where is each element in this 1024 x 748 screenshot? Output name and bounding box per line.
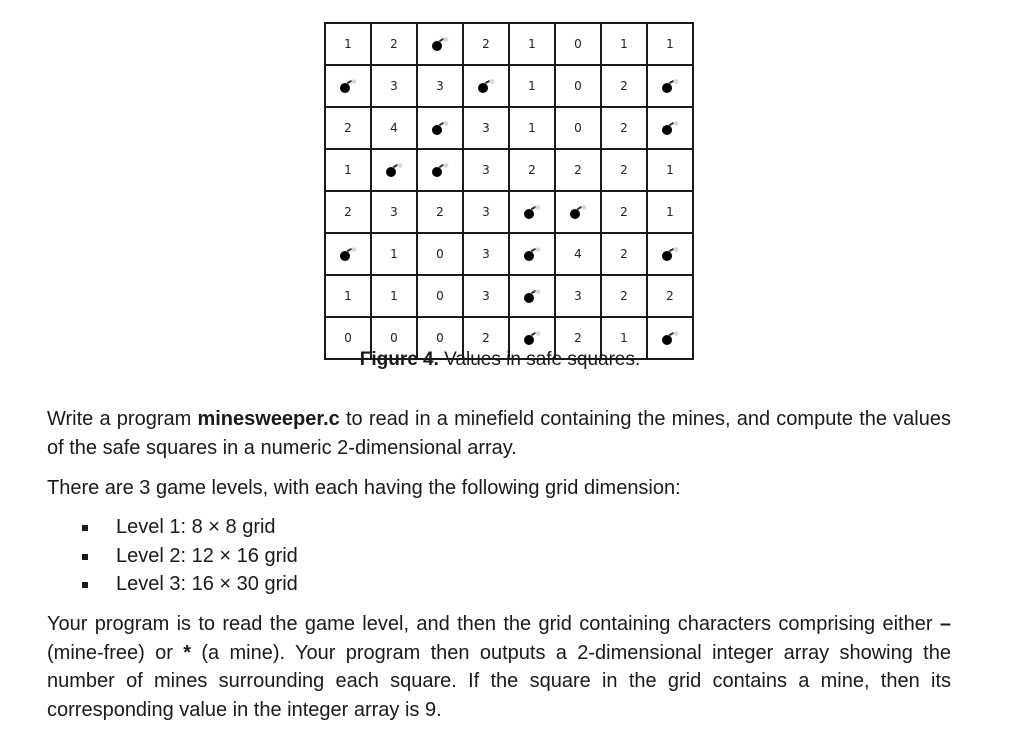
bullet-square-icon [82,582,88,588]
level-label: Level 2: 12 × 16 grid [116,544,298,567]
grid-cell-value: 1 [371,275,417,317]
grid-cell-value: 0 [371,317,417,359]
level-item-1 [82,513,298,542]
figure-caption-text: Values in safe squares. [438,349,641,370]
grid-cell-value: 2 [417,191,463,233]
grid-row [325,275,693,317]
bomb-icon [431,37,449,51]
grid-cell-value: 2 [647,275,693,317]
grid-cell-mine [509,275,555,317]
levels-list [82,513,298,599]
grid-cell-value: 0 [555,23,601,65]
grid-cell-mine [647,107,693,149]
mine-symbol: * [183,641,192,664]
grid-cell-value: 3 [417,65,463,107]
grid-cell-value: 2 [601,65,647,107]
grid-cell-value: 2 [555,149,601,191]
grid-cell-value: 2 [601,149,647,191]
figure-caption-label: Figure 4. [359,349,439,370]
level-item-2 [82,542,298,571]
grid-cell-value: 2 [601,107,647,149]
grid-cell-value: 0 [417,317,463,359]
bomb-icon [339,79,357,93]
grid-row [325,191,693,233]
grid-cell-value: 1 [509,23,555,65]
grid-cell-value: 3 [463,233,509,275]
bomb-icon [569,205,587,219]
grid-row [325,65,693,107]
grid-cell-value: 1 [509,65,555,107]
grid-cell-value: 1 [647,23,693,65]
intro-text-before: Write a program [47,408,198,430]
bomb-icon [431,163,449,177]
grid-cell-value: 2 [601,233,647,275]
mine-free-symbol: – [939,613,951,635]
grid-cell-value: 1 [509,107,555,149]
grid-cell-mine [555,191,601,233]
grid-cell-value: 1 [647,149,693,191]
grid-row [325,233,693,275]
grid-cell-mine [647,65,693,107]
grid-row [325,149,693,191]
grid-cell-value: 4 [555,233,601,275]
instructions-text-1: Your program is to read the game level, and then the grid containing characters comprising either [47,613,940,635]
grid-cell-value: 3 [463,149,509,191]
instructions-text-3: (a mine). Your program then outputs a 2-dimensional integer array showing the number of mines surrounding each square. If the square in the grid contains a mine, then its corresponding value in the integer array is 9. [47,641,951,721]
grid-cell-value: 0 [555,65,601,107]
grid-cell-mine [647,233,693,275]
grid-cell-value: 1 [325,149,371,191]
grid-cell-value: 0 [555,107,601,149]
grid-cell-value: 2 [555,317,601,359]
grid-cell-value: 3 [371,191,417,233]
grid-row [325,107,693,149]
grid-cell-value: 3 [463,191,509,233]
grid-cell-mine [463,65,509,107]
bomb-icon [523,247,541,261]
grid-cell-value: 1 [371,233,417,275]
grid-cell-value: 3 [463,275,509,317]
grid-cell-value: 0 [325,317,371,359]
instructions-text-2: (mine-free) or [47,641,184,664]
grid-cell-mine [417,149,463,191]
bomb-icon [661,331,679,345]
bomb-icon [661,79,679,93]
intro-text-after: to read in a minefield containing the mines, and compute the values of the safe squares in a numeric 2-dimensional array. [47,408,951,459]
grid-cell-value: 2 [325,107,371,149]
grid-cell-value: 2 [601,191,647,233]
grid-cell-mine [325,65,371,107]
level-label: Level 1: 8 × 8 grid [116,516,276,538]
grid-cell-value: 0 [417,233,463,275]
figure-caption [0,349,1000,371]
bomb-icon [523,289,541,303]
bomb-icon [385,163,403,177]
bomb-icon [523,331,541,345]
grid-cell-value: 0 [417,275,463,317]
paragraph-intro [47,405,951,462]
bomb-icon [661,247,679,261]
grid-cell-mine [325,233,371,275]
grid-cell-value: 1 [325,23,371,65]
grid-cell-value: 3 [371,65,417,107]
level-label: Level 3: 16 × 30 grid [116,573,298,595]
grid-cell-value: 3 [463,107,509,149]
grid-cell-mine [417,107,463,149]
bomb-icon [431,121,449,135]
grid-cell-value: 2 [601,275,647,317]
bomb-icon [523,205,541,219]
grid-cell-value: 3 [555,275,601,317]
minefield-figure [324,22,677,345]
grid-cell-value: 2 [371,23,417,65]
grid-row [325,23,693,65]
grid-cell-value: 2 [325,191,371,233]
minefield-grid [324,22,694,360]
grid-cell-value: 2 [463,317,509,359]
paragraph-instructions [47,610,951,724]
grid-cell-value: 2 [463,23,509,65]
bomb-icon [661,121,679,135]
grid-cell-value: 4 [371,107,417,149]
grid-cell-value: 1 [601,317,647,359]
grid-cell-mine [509,191,555,233]
grid-cell-value: 1 [601,23,647,65]
bullet-square-icon [82,554,88,560]
grid-cell-value: 2 [509,149,555,191]
bomb-icon [339,247,357,261]
grid-cell-mine [417,23,463,65]
grid-cell-value: 1 [325,275,371,317]
bullet-square-icon [82,525,88,531]
program-filename: minesweeper.c [197,408,340,430]
level-item-3 [82,570,298,599]
grid-cell-mine [371,149,417,191]
grid-cell-mine [509,233,555,275]
paragraph-levels-intro: There are 3 game levels, with each having the following grid dimension: [47,477,681,499]
bomb-icon [477,79,495,93]
grid-cell-value: 1 [647,191,693,233]
